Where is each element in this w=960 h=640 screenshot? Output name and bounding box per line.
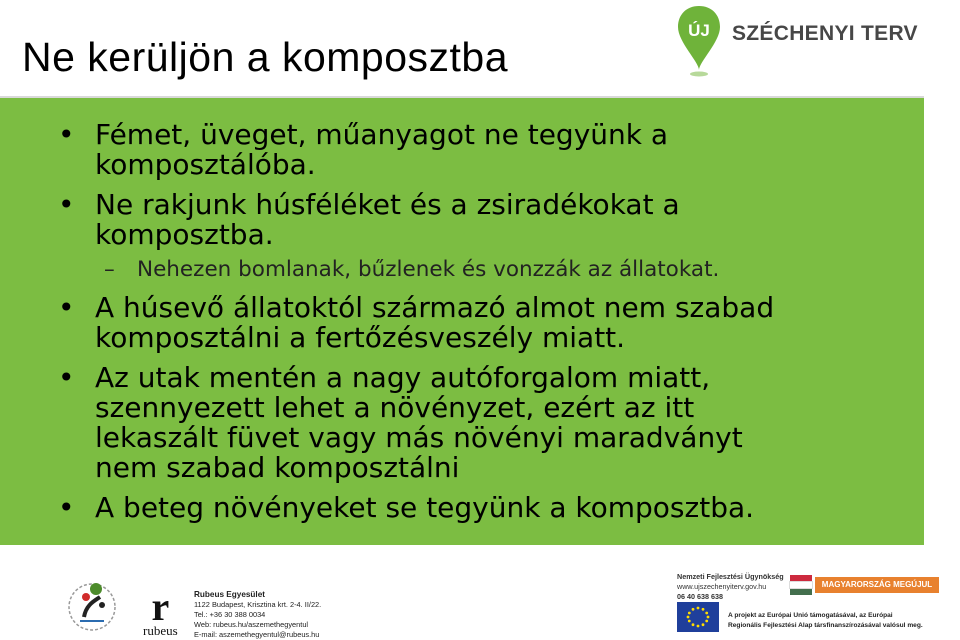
logo-text: SZÉCHENYI TERV: [732, 22, 918, 45]
org-phone: Tel.: +36 30 388 0034: [194, 610, 266, 619]
agency-phone: 06 40 638 638: [677, 592, 723, 601]
szechenyi-terv-logo: [676, 4, 916, 78]
slide-title: Ne kerüljön a komposztba: [22, 34, 509, 80]
bullet-line: Fémet, üveget, műanyagot ne tegyünk a: [95, 118, 669, 151]
round-badge-logo-icon: [66, 575, 118, 635]
org-name: Rubeus Egyesület: [194, 590, 265, 599]
bullet-dot-icon: •: [58, 361, 75, 394]
bullet-line: Ne rakjunk húsféléket és a zsiradékokat a: [95, 188, 680, 221]
org-web: Web: rubeus.hu/aszemethegyentul: [194, 620, 309, 629]
agency-info: [677, 572, 784, 602]
bullet-item: [0, 493, 924, 523]
bullet-line: komposztálóba.: [95, 148, 316, 181]
bullet-line: A beteg növényeket se tegyünk a komposztba.: [95, 491, 755, 524]
logo-pin-text: ÚJ: [688, 21, 710, 40]
bullet-line: lekaszált füvet vagy más növényi maradványt: [95, 421, 743, 454]
sub-bullet-item: [0, 255, 924, 285]
rubeus-logo: [143, 584, 178, 639]
rubeus-wordmark: rubeus: [143, 623, 178, 638]
bullet-dot-icon: •: [58, 291, 75, 324]
bullet-dot-icon: •: [58, 118, 75, 151]
bullet-item: [0, 120, 924, 180]
bullet-item: [0, 293, 924, 353]
eu-flag-icon: [677, 602, 719, 632]
bullet-dot-icon: •: [58, 491, 75, 524]
eu-note-line-1: A projekt az Európai Unió támogatásával, az Európai: [728, 612, 893, 619]
bullet-line: nem szabad komposztálni: [95, 451, 460, 484]
bullet-item: [0, 363, 924, 483]
org-contact: [194, 590, 321, 640]
bullet-line: Az utak mentén a nagy autóforgalom miatt,: [95, 361, 711, 394]
bullet-line: komposztba.: [95, 218, 274, 251]
bullet-item: [0, 190, 924, 250]
hungarian-flag-icon: [790, 575, 812, 595]
eu-funding-note: [728, 611, 953, 631]
eu-note-line-2: Regionális Fejlesztési Alap társfinanszírozásával valósul meg.: [728, 622, 923, 629]
rubeus-r-glyph: r: [151, 584, 170, 629]
agency-name: Nemzeti Fejlesztési Ügynökség: [677, 572, 784, 581]
dash-icon: –: [104, 257, 115, 282]
bullet-list: [0, 120, 924, 533]
org-email: E-mail: aszemethegyentul@rubeus.hu: [194, 630, 320, 639]
hungary-banner: MAGYARORSZÁG MEGÚJUL: [815, 577, 939, 593]
sub-bullet-text: Nehezen bomlanak, bűzlenek és vonzzák az állatokat.: [137, 257, 720, 282]
bullet-line: komposztálni a fertőzésveszély miatt.: [95, 321, 626, 354]
org-address: 1122 Budapest, Krisztina krt. 2-4. II/22.: [194, 600, 322, 609]
agency-web: www.ujszechenyiterv.gov.hu: [677, 582, 767, 591]
bullet-dot-icon: •: [58, 188, 75, 221]
bullet-line: A húsevő állatoktól származó almot nem szabad: [95, 291, 775, 324]
footer: [0, 545, 960, 638]
hungary-renews-logo: [790, 575, 940, 595]
map-pin-icon: [676, 4, 722, 78]
bullet-line: szennyezett lehet a növényzet, ezért az itt: [95, 391, 695, 424]
